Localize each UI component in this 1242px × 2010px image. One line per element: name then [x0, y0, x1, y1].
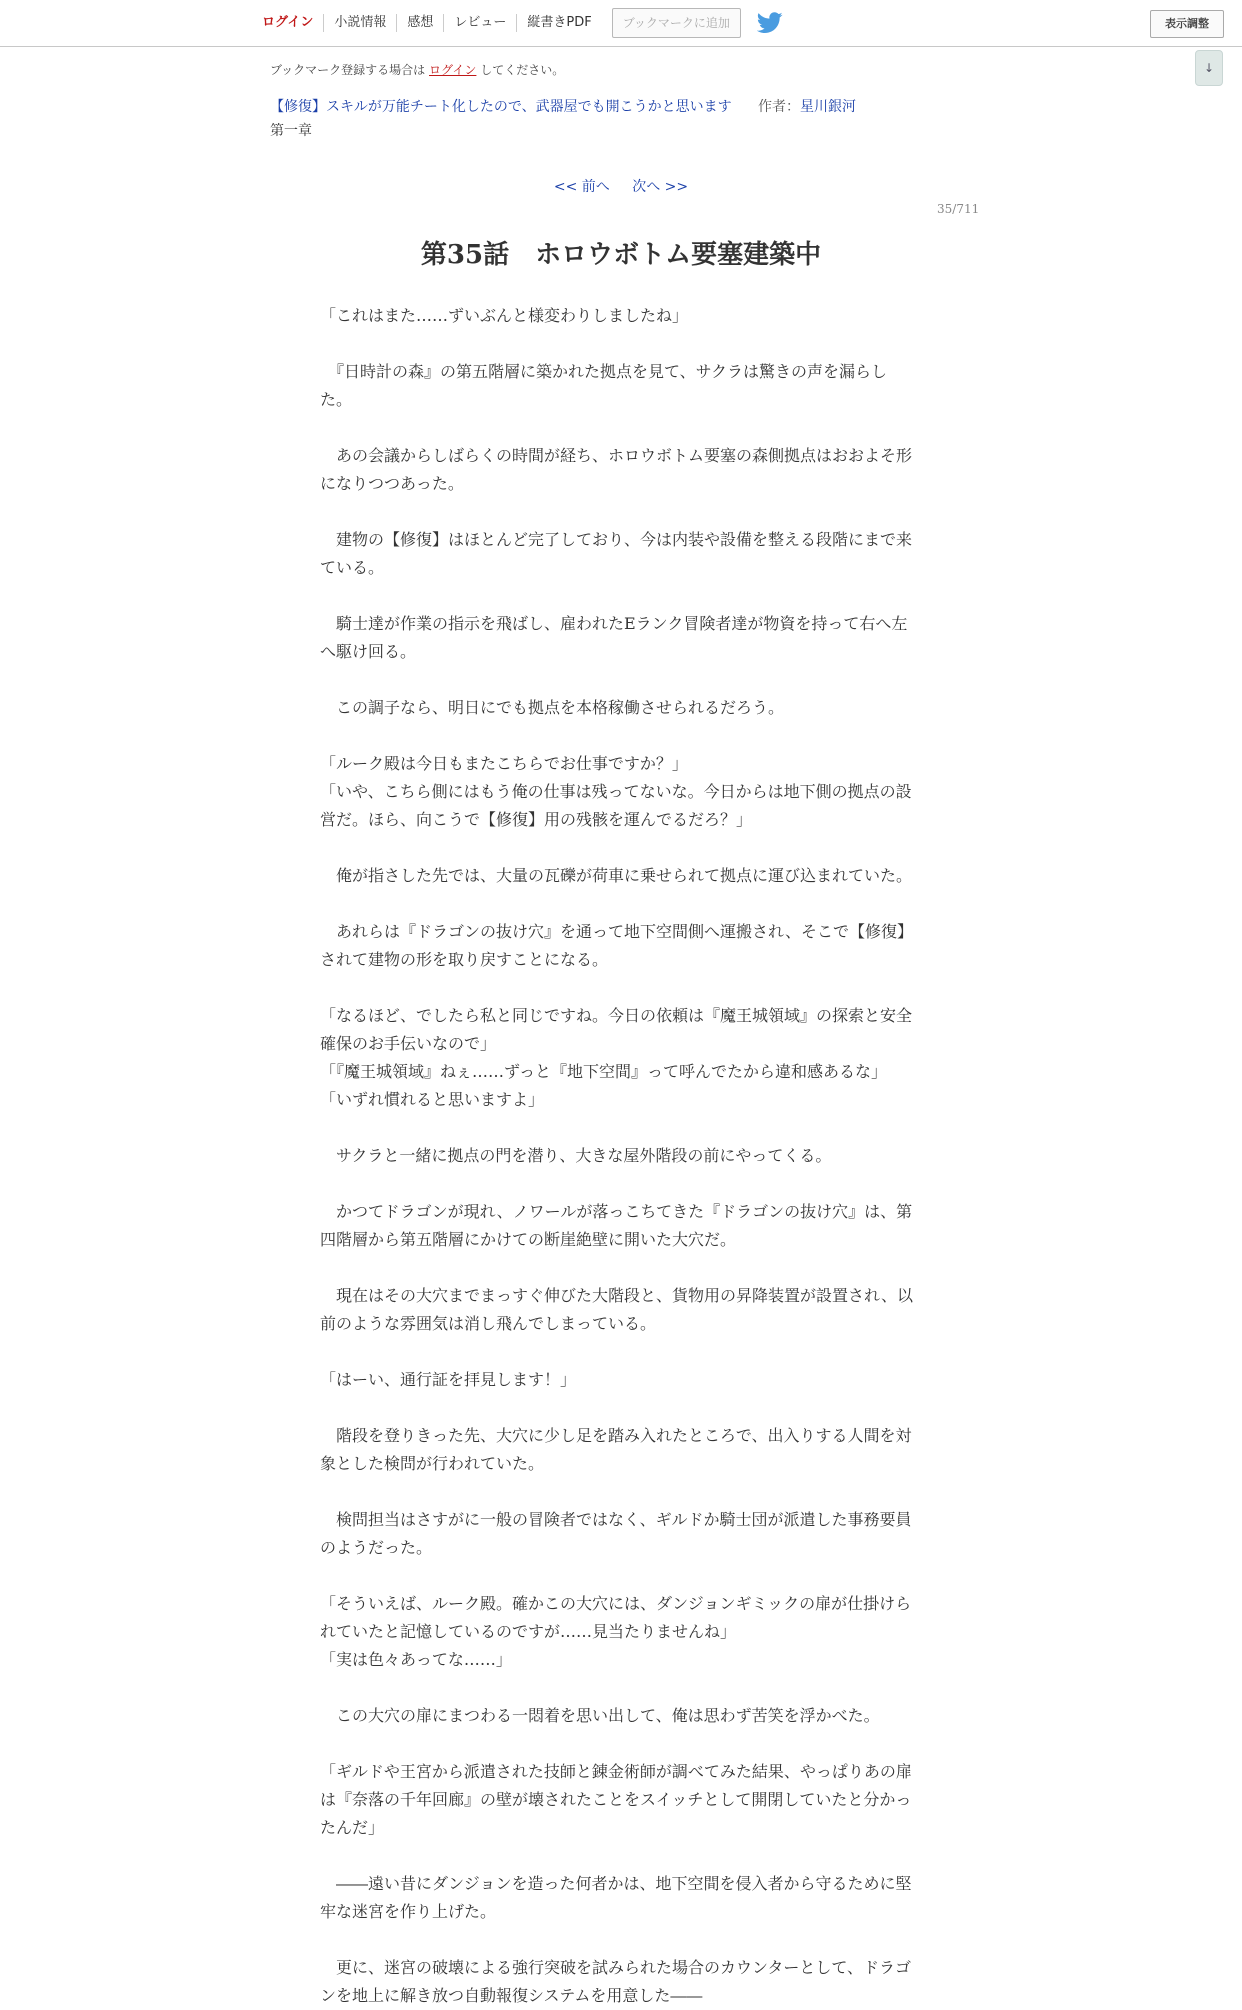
body-paragraph: 建物の【修復】はほとんど完了しており、今は内装や設備を整える段階にまで来ている。 — [320, 530, 913, 577]
body-paragraph: 「なるほど、でしたら私と同じですね。今日の依頼は『魔王城領域』の探索と安全確保のお手伝いなので」 — [320, 1006, 913, 1053]
nav-impressions-link[interactable]: 感想 — [396, 14, 443, 32]
body-paragraph: 「そういえば、ルーク殿。確かこの大穴には、ダンジョンギミックの扉が仕掛けられていたと記憶しているのですが……見当たりませんね」 — [320, 1594, 912, 1641]
blank-line — [320, 1254, 914, 1282]
blank-line — [320, 1394, 914, 1422]
prev-episode-link[interactable]: << 前へ — [553, 179, 610, 195]
body-paragraph: 「はーい、通行証を拝見します！」 — [320, 1370, 577, 1389]
body-paragraph: あれらは『ドラゴンの抜け穴』を通って地下空間側へ運搬され、そこで【修復】されて建物の形を取り戻すことになる。 — [320, 922, 913, 969]
body-paragraph: この調子なら、明日にでも拠点を本格稼働させられるだろう。 — [320, 698, 785, 717]
blank-line — [320, 1478, 914, 1506]
bookmark-notice-text: ブックマーク登録する場合は — [270, 63, 426, 77]
body-paragraph: 俺が指さした先では、大量の瓦礫が荷車に乗せられて拠点に運び込まれていた。 — [320, 866, 913, 885]
body-paragraph: 検問担当はさすがに一般の冒険者ではなく、ギルドか騎士団が派遣した事務要員のようだった。 — [320, 1510, 912, 1557]
body-paragraph: 「いや、こちら側にはもう俺の仕事は残ってないな。今日からは地下側の拠点の設営だ。ほら、向こうで【修復】用の残骸を運んでるだろ？」 — [320, 782, 912, 829]
body-paragraph: かつてドラゴンが現れ、ノワールが落っこちてきた『ドラゴンの抜け穴』は、第四階層から第五階層にかけての断崖絶壁に開いた大穴だ。 — [320, 1202, 913, 1249]
blank-line — [320, 330, 914, 358]
nav-novel-info-link[interactable]: 小説情報 — [323, 14, 396, 32]
bookmark-login-link[interactable]: ログイン — [429, 63, 477, 77]
body-paragraph: ――遠い昔にダンジョンを造った何者かは、地下空間を侵入者から守るために堅牢な迷宮を作り上げた。 — [320, 1874, 912, 1921]
body-paragraph: 更に、迷宮の破壊による強行突破を試みられた場合のカウンターとして、ドラゴンを地上に解き放つ自動報復システムを用意した―― — [320, 1958, 912, 2005]
episode-title: 第35話 ホロウボトム要塞建築中 — [420, 240, 822, 270]
chapter-label: 第一章 — [270, 123, 312, 139]
novel-body-text — [320, 302, 914, 2010]
top-navigation-bar — [0, 0, 1242, 47]
author-name-link[interactable]: 星川銀河 — [800, 99, 857, 115]
scroll-down-button[interactable]: ↓ — [1195, 50, 1223, 86]
next-episode-link[interactable]: 次へ >> — [632, 179, 689, 195]
body-paragraph: 「実は色々あってな……」 — [320, 1650, 512, 1669]
blank-line — [320, 1674, 914, 1702]
blank-line — [320, 834, 914, 862]
blank-line — [320, 1562, 914, 1590]
body-paragraph: 「『魔王城領域』ねぇ……ずっと『地下空間』って呼んでたから違和感あるな」 — [320, 1062, 888, 1081]
body-paragraph: 「いずれ慣れると思いますよ」 — [320, 1090, 545, 1109]
display-settings-button[interactable]: 表示調整 — [1150, 10, 1224, 38]
twitter-icon[interactable] — [757, 12, 783, 34]
body-paragraph: 「ルーク殿は今日もまたこちらでお仕事ですか？」 — [320, 754, 688, 773]
blank-line — [320, 1170, 914, 1198]
blank-line — [320, 666, 914, 694]
nav-review-link[interactable]: レビュー — [443, 14, 516, 32]
blank-line — [320, 722, 914, 750]
nav-vertical-pdf-link[interactable]: 縦書きPDF — [516, 14, 601, 32]
body-paragraph: サクラと一緒に拠点の門を潜り、大きな屋外階段の前にやってくる。 — [320, 1146, 832, 1165]
bookmark-notice-text-end: してください。 — [480, 63, 565, 77]
blank-line — [320, 498, 914, 526]
add-bookmark-button[interactable]: ブックマークに追加 — [612, 8, 741, 38]
novel-info-line — [270, 96, 856, 116]
body-paragraph: 「これはまた……ずいぶんと様変わりしましたね」 — [320, 306, 689, 325]
body-paragraph: 騎士達が作業の指示を飛ばし、雇われたEランク冒険者達が物資を持って右へ左へ駆け回る。 — [320, 614, 908, 661]
body-paragraph: 階段を登りきった先、大穴に少し足を踏み入れたところで、出入りする人間を対象とした検問が行われていた。 — [320, 1426, 912, 1473]
body-paragraph: 現在はその大穴までまっすぐ伸びた大階段と、貨物用の昇降装置が設置され、以前のような雰囲気は消し飛んでしまっている。 — [320, 1286, 913, 1333]
author-label: 作者： — [758, 99, 801, 115]
body-paragraph: 『日時計の森』の第五階層に築かれた拠点を見て、サクラは驚きの声を漏らした。 — [320, 362, 888, 409]
blank-line — [320, 1926, 914, 1954]
nav-menu — [252, 0, 783, 46]
blank-line — [320, 1730, 914, 1758]
episode-count: 35/711 — [937, 202, 980, 216]
blank-line — [320, 582, 914, 610]
blank-line — [320, 414, 914, 442]
blank-line — [320, 890, 914, 918]
episode-pager — [0, 176, 1242, 196]
body-paragraph: この大穴の扉にまつわる一悶着を思い出して、俺は思わず苦笑を浮かべた。 — [320, 1706, 880, 1725]
bookmark-notice — [270, 61, 564, 78]
body-paragraph: 「ギルドや王宮から派遣された技師と錬金術師が調べてみた結果、やっぱりあの扉は『奈落の千年回廊』の壁が壊されたことをスイッチとして開閉していたと分かったんだ」 — [320, 1762, 912, 1837]
novel-title-link[interactable]: 【修復】スキルが万能チート化したので、武器屋でも開こうかと思います — [270, 99, 732, 115]
blank-line — [320, 1114, 914, 1142]
body-paragraph: あの会議からしばらくの時間が経ち、ホロウボトム要塞の森側拠点はおおよそ形になりつつあった。 — [320, 446, 913, 493]
blank-line — [320, 1842, 914, 1870]
blank-line — [320, 974, 914, 1002]
nav-login-link[interactable]: ログイン — [262, 15, 314, 30]
blank-line — [320, 1338, 914, 1366]
